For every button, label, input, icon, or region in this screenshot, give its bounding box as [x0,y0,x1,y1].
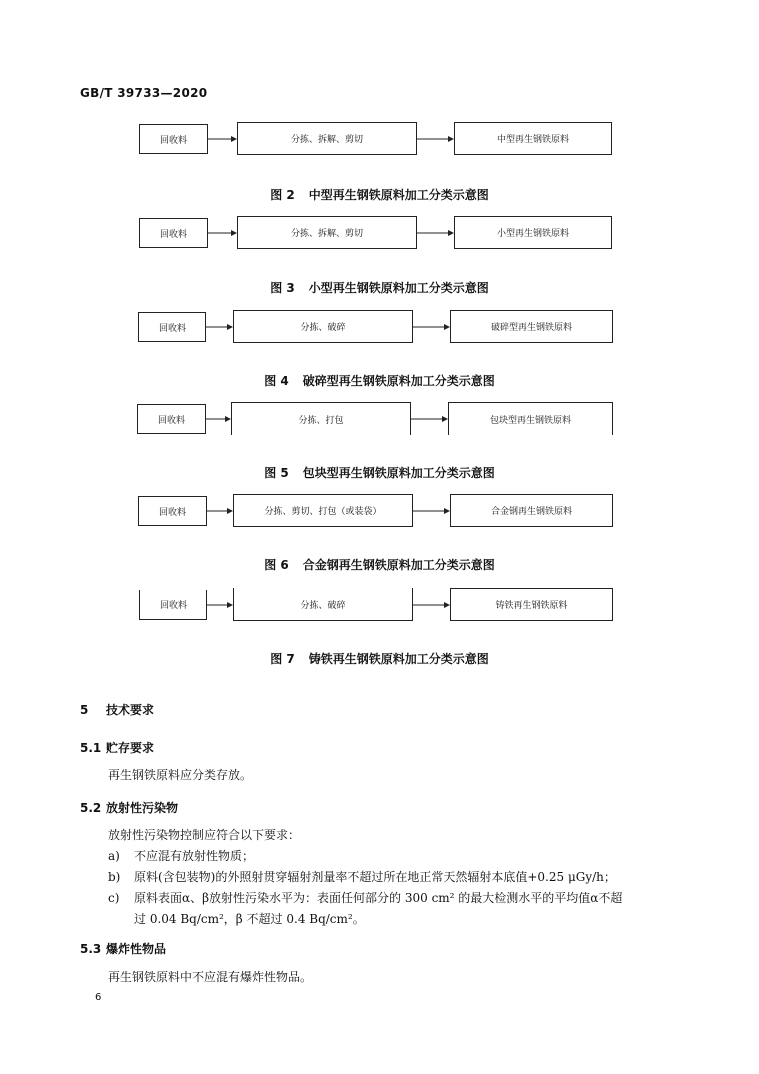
arrow-right-icon [208,229,237,237]
arrow-right-icon [413,507,450,515]
subsection-heading [80,739,154,756]
figure-number: 图 2 [270,188,295,202]
flow-diagram-fig6 [0,494,759,530]
figure-caption [0,279,759,296]
list-text: 原料表面α、β放射性污染水平为：表面任何部分的 300 cm² 的最大检测水平的平均值α不超 [134,891,623,905]
section-title: 放射性污染物 [106,801,179,815]
figure-title: 小型再生钢铁原料加工分类示意图 [308,281,489,295]
arrow-right-icon [417,229,454,237]
list-item [108,868,616,885]
list-label: a) [108,849,120,863]
output-box [448,402,613,435]
flow-diagram-fig3 [0,216,759,252]
source-box [139,124,208,154]
process-label: 分拣、打包 [298,415,344,426]
section-number: 5.3 [80,942,102,956]
figure-number: 图 5 [264,466,289,480]
process-box [237,216,417,249]
list-text: 不应混有放射性物质； [134,849,255,863]
arrow-right-icon [206,415,231,423]
arrow-right-icon [417,135,454,143]
figure-title: 包块型再生钢铁原料加工分类示意图 [302,466,495,480]
output-label: 小型再生钢铁原料 [496,229,569,239]
arrow-right-icon [207,601,233,609]
source-label: 回收料 [159,323,187,334]
list-label: b) [108,870,121,884]
figure-caption [0,186,759,203]
arrow-right-icon [206,323,233,331]
section-title: 爆炸性物品 [106,942,167,956]
figure-caption [0,650,759,667]
source-label: 回收料 [160,135,188,146]
arrow-right-icon [411,415,448,423]
flow-diagram-fig2 [0,122,759,158]
section-title: 技术要求 [106,703,155,717]
process-label: 分拣、拆解、剪切 [290,135,363,145]
figure-number: 图 7 [270,652,295,666]
figure-caption [0,372,759,389]
figure-number: 图 3 [270,281,295,295]
figure-caption [0,464,759,481]
arrow-right-icon [207,507,233,515]
output-box [450,310,613,343]
output-label: 包块型再生钢铁原料 [489,415,571,426]
figure-number: 图 6 [264,558,289,572]
section-title: 贮存要求 [106,741,155,755]
source-label: 回收料 [159,507,187,518]
source-box [138,496,207,526]
list-text: 原料(含包装物)的外照射贯穿辐射剂量率不超过所在地正常天然辐射本底值+0.25 μGy/h； [134,870,616,884]
figure-caption [0,556,759,573]
process-box [233,310,413,343]
standard-code: GB/T 39733—2020 [80,86,208,100]
subsection-heading [80,799,178,816]
source-label: 回收料 [160,229,188,240]
figure-number: 图 4 [264,374,289,388]
process-box [237,122,417,155]
flow-diagram-fig7 [0,588,759,624]
process-label: 分拣、破碎 [300,323,346,333]
source-box [139,590,207,620]
output-label: 破碎型再生钢铁原料 [490,323,572,333]
arrow-right-icon [208,135,237,143]
figure-title: 破碎型再生钢铁原料加工分类示意图 [302,374,495,388]
output-box [450,494,613,527]
process-box [233,588,413,621]
list-text-continued: 过 0.04 Bq/cm²，β 不超过 0.4 Bq/cm²。 [134,912,365,926]
paragraph: 放射性污染物控制应符合以下要求： [108,828,301,842]
arrow-right-icon [413,323,450,331]
figure-title: 铸铁再生钢铁原料加工分类示意图 [308,652,489,666]
source-label: 回收料 [158,415,186,426]
process-label: 分拣、破碎 [300,600,346,611]
arrow-right-icon [413,601,450,609]
output-box [454,122,612,155]
section-heading [80,701,154,718]
subsection-heading [80,940,166,957]
figure-title: 中型再生钢铁原料加工分类示意图 [308,188,489,202]
process-label: 分拣、拆解、剪切 [290,229,363,239]
source-box [137,404,206,434]
paragraph: 再生钢铁原料中不应混有爆炸性物品。 [108,970,313,984]
output-box [450,588,613,621]
figure-title: 合金钢再生钢铁原料加工分类示意图 [302,558,495,572]
source-box [139,218,208,248]
source-label: 回收料 [160,601,188,611]
process-label: 分拣、剪切、打包（或装袋） [264,507,382,517]
process-box [231,402,411,435]
output-label: 铸铁再生钢铁原料 [495,601,568,611]
output-box [454,216,612,249]
paragraph: 再生钢铁原料应分类存放。 [108,768,253,782]
list-item [108,847,254,864]
flow-diagram-fig5 [0,402,759,438]
flow-diagram-fig4 [0,310,759,346]
output-label: 合金钢再生钢铁原料 [490,507,572,517]
list-label: c) [108,891,120,905]
output-label: 中型再生钢铁原料 [496,135,569,145]
process-box [233,494,413,527]
source-box [138,312,206,342]
page-number: 6 [95,992,102,1003]
section-number: 5 [80,703,89,717]
section-number: 5.1 [80,741,102,755]
list-item [108,889,622,906]
section-number: 5.2 [80,801,102,815]
